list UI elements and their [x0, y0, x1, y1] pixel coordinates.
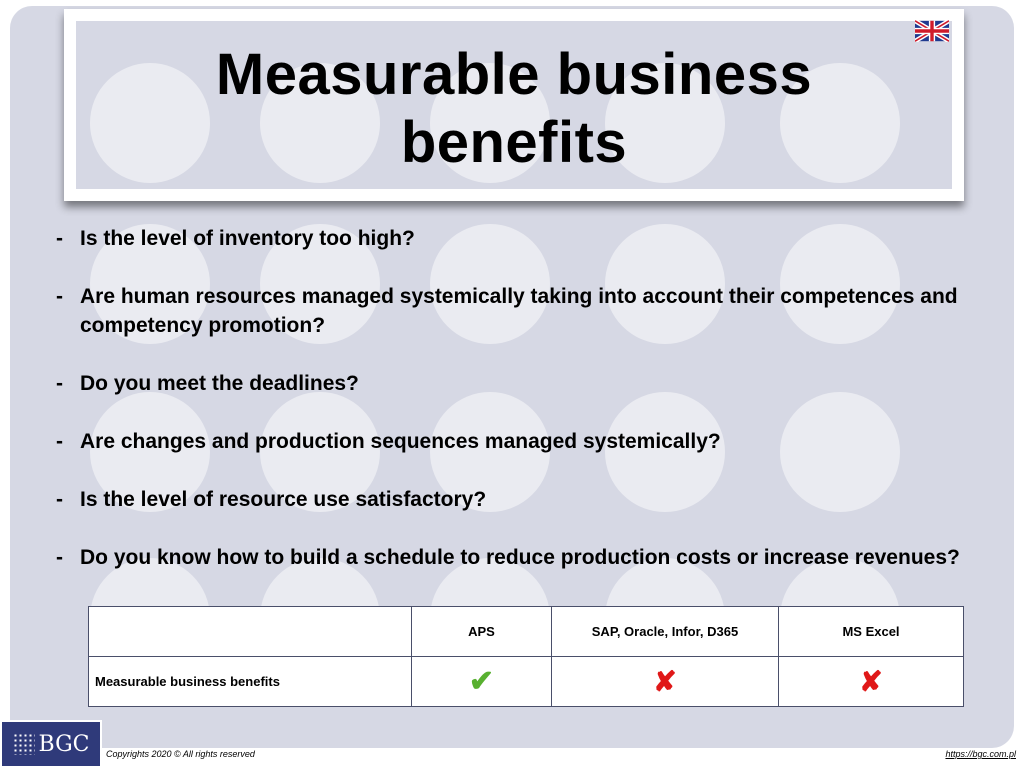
title-inner: [76, 21, 952, 189]
slide: [10, 6, 1014, 748]
table-header-erp: SAP, Oracle, Infor, D365: [552, 607, 779, 657]
list-item: [56, 485, 996, 514]
bullet-mark: -: [56, 430, 63, 453]
table-row-label: Measurable business benefits: [89, 657, 412, 707]
bullet-mark: -: [56, 488, 63, 511]
bullet-text: Is the level of inventory too high?: [80, 227, 415, 250]
list-item: [56, 224, 996, 253]
bullet-text: Do you know how to build a schedule to reduce production costs or increase revenues?: [80, 546, 960, 569]
website-link[interactable]: https://bgc.com.pl: [945, 749, 1016, 759]
bullet-mark: -: [56, 546, 63, 569]
comparison-table: [88, 606, 964, 707]
check-icon: ✔: [412, 657, 552, 707]
title-frame: [64, 9, 964, 201]
page-title: [76, 41, 952, 177]
uk-flag-icon[interactable]: [915, 20, 949, 42]
list-item: [56, 543, 996, 572]
logo-grid-icon: [13, 733, 35, 755]
table-header-empty: [89, 607, 412, 657]
bullet-mark: -: [56, 227, 63, 250]
list-item: [56, 427, 996, 456]
table-header-excel: MS Excel: [779, 607, 964, 657]
bullet-mark: -: [56, 285, 63, 308]
table-row: [89, 657, 964, 707]
bullet-text: Are human resources managed systemically taking into account their competences and competency promotion?: [80, 285, 958, 337]
bullet-list: [56, 224, 996, 601]
table-header-row: [89, 607, 964, 657]
cross-icon: ✘: [552, 657, 779, 707]
title-line-2: benefits: [400, 110, 628, 175]
logo-text: BGC: [38, 731, 90, 757]
bullet-text: Is the level of resource use satisfactory?: [80, 488, 487, 511]
copyright-text: Copyrights 2020 © All rights reserved: [106, 749, 255, 759]
company-logo[interactable]: [0, 720, 102, 768]
bullet-text: Do you meet the deadlines?: [80, 372, 359, 395]
cross-icon: ✘: [779, 657, 964, 707]
list-item: [56, 369, 996, 398]
title-line-1: Measurable business: [215, 42, 813, 107]
table-header-aps: APS: [412, 607, 552, 657]
list-item: [56, 282, 996, 340]
bullet-text: Are changes and production sequences managed systemically?: [80, 430, 721, 453]
bullet-mark: -: [56, 372, 63, 395]
